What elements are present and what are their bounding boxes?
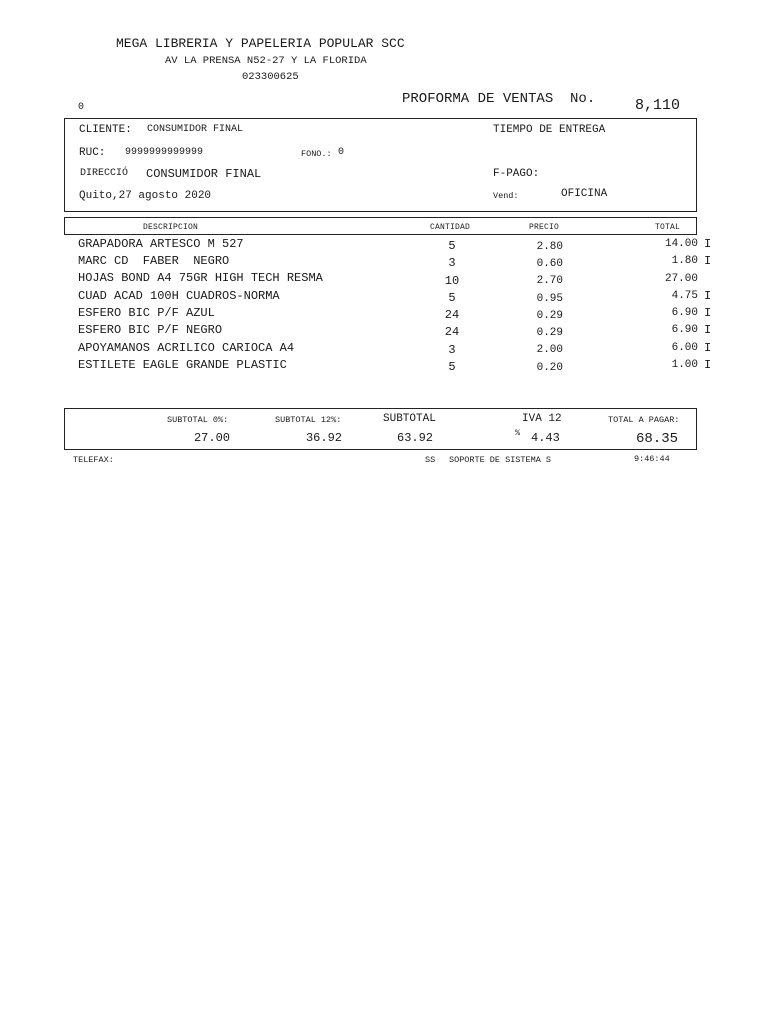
item-tax-flag: I xyxy=(704,237,712,251)
item-description: APOYAMANOS ACRILICO CARIOCA A4 xyxy=(78,341,295,355)
direccion-label: DIRECCIÓ xyxy=(80,168,129,179)
item-quantity: 3 xyxy=(448,343,456,357)
item-description: CUAD ACAD 100H CUADROS-NORMA xyxy=(78,289,280,303)
item-tax-flag: I xyxy=(704,341,712,355)
footer-time: 9:46:44 xyxy=(634,454,670,464)
item-tax-flag: I xyxy=(704,358,712,372)
item-total: 6.90 xyxy=(671,307,698,319)
company-address: AV LA PRENSA N52-27 Y LA FLORIDA xyxy=(165,55,367,67)
direccion-value: CONSUMIDOR FINAL xyxy=(146,167,262,181)
item-price: 0.20 xyxy=(536,362,563,374)
item-tax-flag: I xyxy=(704,289,712,303)
telefax-label: TELEFAX: xyxy=(73,455,114,465)
iva-percent-symbol: % xyxy=(515,428,521,438)
column-header-cantidad: CANTIDAD xyxy=(430,223,471,232)
cliente-label: CLIENTE: xyxy=(79,124,132,136)
footer-ss: SS xyxy=(425,455,436,465)
fpago-label: F-PAGO: xyxy=(493,168,540,180)
item-quantity: 10 xyxy=(444,274,460,288)
subtotal-12-value: 36.92 xyxy=(305,431,342,445)
footer-support: SOPORTE DE SISTEMA S xyxy=(449,455,552,465)
document-number: 8,110 xyxy=(635,97,681,114)
document-date: Quito,27 agosto 2020 xyxy=(79,190,212,202)
item-tax-flag: I xyxy=(704,254,712,268)
item-quantity: 5 xyxy=(448,239,456,253)
item-price: 0.29 xyxy=(536,310,563,322)
item-description: GRAPADORA ARTESCO M 527 xyxy=(78,237,244,251)
vend-label: Vend: xyxy=(493,191,519,201)
subtotal-label: SUBTOTAL xyxy=(383,413,436,425)
total-a-pagar-value: 68.35 xyxy=(636,431,679,447)
item-quantity: 24 xyxy=(444,308,460,322)
vend-value: OFICINA xyxy=(561,188,608,200)
item-price: 0.60 xyxy=(536,258,563,270)
item-total: 4.75 xyxy=(671,290,698,302)
cliente-value: CONSUMIDOR FINAL xyxy=(147,124,244,135)
item-total: 14.00 xyxy=(664,238,698,250)
subtotal-value: 63.92 xyxy=(397,431,434,445)
item-description: MARC CD FABER NEGRO xyxy=(78,254,230,268)
total-a-pagar-label: TOTAL A PAGAR: xyxy=(608,415,680,425)
item-tax-flag: I xyxy=(704,323,712,337)
item-description: HOJAS BOND A4 75GR HIGH TECH RESMA xyxy=(78,271,323,285)
document-title: PROFORMA DE VENTAS No. xyxy=(402,91,596,107)
item-total: 1.80 xyxy=(671,255,698,267)
fono-label: FONO.: xyxy=(301,149,332,159)
item-quantity: 5 xyxy=(448,291,456,305)
subtotal-0-label: SUBTOTAL 0%: xyxy=(167,415,229,425)
column-header-total: TOTAL xyxy=(655,223,681,232)
iva-value: 4.43 xyxy=(531,431,560,445)
ruc-label: RUC: xyxy=(79,147,106,159)
item-description: ESFERO BIC P/F NEGRO xyxy=(78,323,223,337)
item-price: 2.70 xyxy=(536,275,563,287)
item-total: 6.90 xyxy=(671,324,698,336)
item-quantity: 3 xyxy=(448,256,456,270)
fono-value: 0 xyxy=(338,147,345,158)
tiempo-entrega-label: TIEMPO DE ENTREGA xyxy=(493,124,606,136)
item-quantity: 24 xyxy=(444,325,460,339)
item-total: 6.00 xyxy=(671,342,698,354)
item-price: 2.80 xyxy=(536,241,563,253)
totals-box xyxy=(64,408,697,450)
item-total: 1.00 xyxy=(671,359,698,371)
company-phone: 023300625 xyxy=(242,71,299,83)
column-header-precio: PRECIO xyxy=(529,223,560,232)
item-price: 2.00 xyxy=(536,344,563,356)
item-quantity: 5 xyxy=(448,360,456,374)
ruc-value: 9999999999999 xyxy=(125,147,204,158)
item-description: ESFERO BIC P/F AZUL xyxy=(78,306,215,320)
column-header-descripcion: DESCRIPCION xyxy=(143,223,199,232)
item-tax-flag: I xyxy=(704,306,712,320)
company-name: MEGA LIBRERIA Y PAPELERIA POPULAR SCC xyxy=(116,36,405,51)
item-price: 0.95 xyxy=(536,293,563,305)
item-total: 27.00 xyxy=(664,273,698,285)
subtotal-0-value: 27.00 xyxy=(193,431,230,445)
item-price: 0.29 xyxy=(536,327,563,339)
item-description: ESTILETE EAGLE GRANDE PLASTIC xyxy=(78,358,287,372)
header-zero: 0 xyxy=(78,102,85,113)
subtotal-12-label: SUBTOTAL 12%: xyxy=(275,415,342,425)
iva-label: IVA 12 xyxy=(522,413,562,425)
